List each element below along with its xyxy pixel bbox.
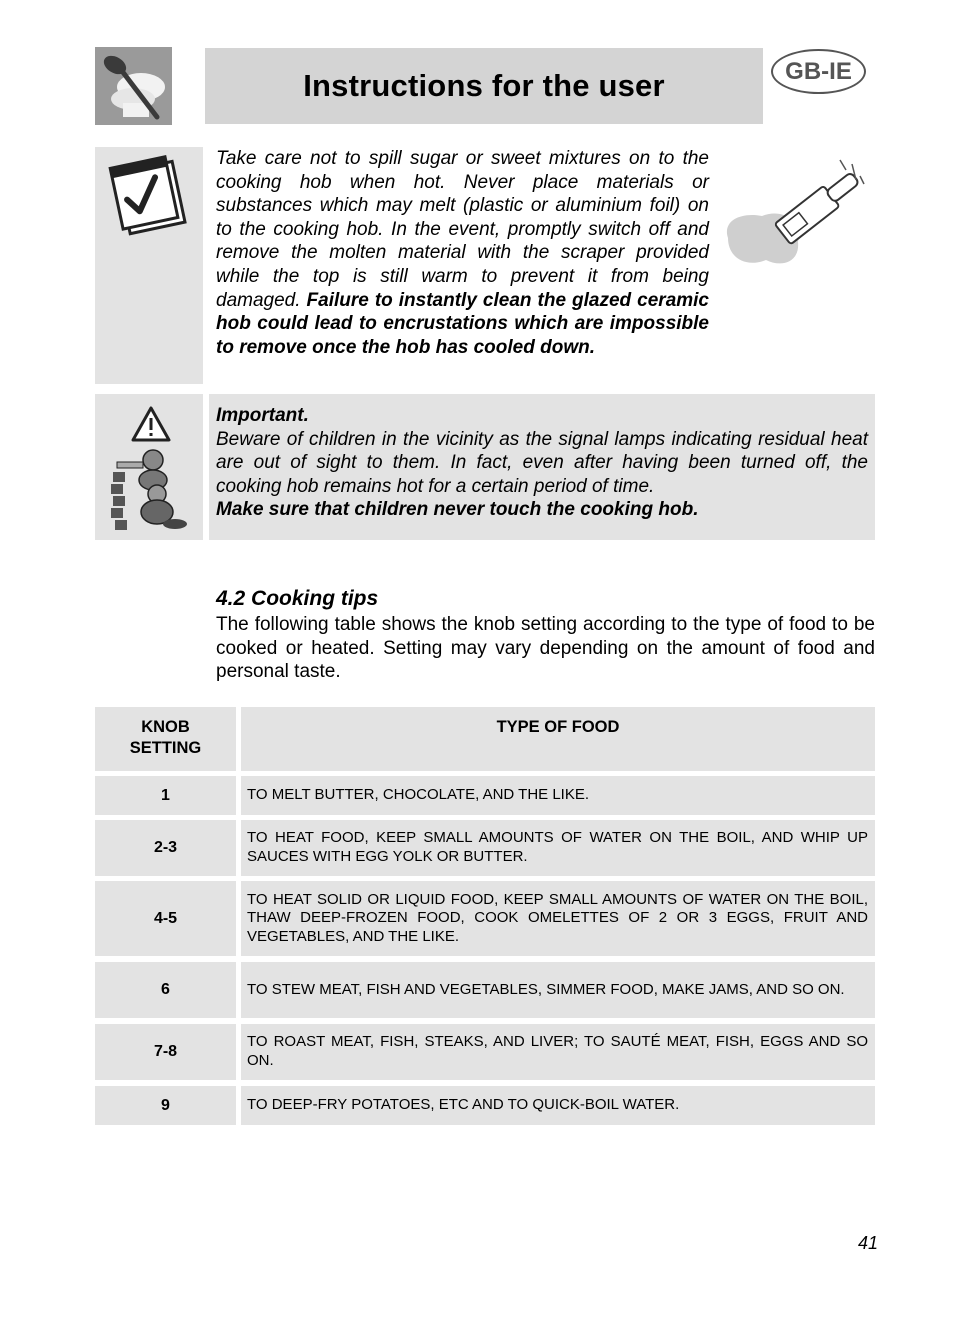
- notice2-bold: Make sure that children never touch the cooking hob.: [216, 499, 699, 521]
- food-text: TO MELT BUTTER, CHOCOLATE, AND THE LIKE.: [247, 786, 590, 804]
- section-intro: The following table shows the knob setting according to the type of food to be cooked or heated. Setting may vary depending on the amount of food and personal taste.: [216, 614, 875, 683]
- section-heading: 4.2 Cooking tips: [216, 587, 379, 610]
- header-title-bar: [205, 48, 763, 124]
- food-text: TO HEAT FOOD, KEEP SMALL AMOUNTS OF WATER ON THE BOIL, AND WHIP UP SAUCES WITH EGG YOLK OR BUTTER.: [247, 829, 868, 865]
- notepad-checkmark-icon: [95, 147, 203, 247]
- brand-logo: [95, 47, 172, 125]
- table-row-knob: 1: [95, 776, 236, 815]
- table-row-food: [241, 820, 875, 876]
- notice2-body: Beware of children in the vicinity as the signal lamps indicating residual heat are out of sight to them. In fact, even after having been turned off, the cooking hob remains hot for a certain period of time.: [216, 428, 868, 497]
- table-header-food: TYPE OF FOOD: [241, 707, 875, 771]
- header-knob-label: KNOB SETTING: [129, 718, 202, 757]
- table-row-food: [241, 881, 875, 956]
- food-text: TO ROAST MEAT, FISH, STEAKS, AND LIVER; TO SAUTÉ MEAT, FISH, EGGS AND SO ON.: [247, 1033, 868, 1069]
- region-badge: GB-IE: [771, 49, 866, 94]
- notice1-icon-cell: [95, 147, 203, 384]
- notice2-heading: Important.: [216, 405, 309, 426]
- table-row-food: [241, 1086, 875, 1125]
- warning-children-icon: [95, 394, 203, 540]
- table-row-knob: 2-3: [95, 820, 236, 876]
- page-number: 41: [858, 1233, 879, 1253]
- table-row-knob: 7-8: [95, 1024, 236, 1080]
- spoon-chef-hat-icon: [95, 47, 172, 125]
- notice1-text: [216, 147, 709, 359]
- scraper-illustration: [722, 150, 868, 275]
- notice2-text: [216, 404, 868, 522]
- table-row-food: [241, 962, 875, 1018]
- notice1-bold: Failure to instantly clean the glazed ceramic hob could lead to encrustations which are impossible to remove once the hob has cooled down.: [216, 289, 709, 358]
- table-header-knob: [95, 707, 236, 771]
- food-text: TO DEEP-FRY POTATOES, ETC AND TO QUICK-BOIL WATER.: [247, 1096, 680, 1114]
- page-title: Instructions for the user: [303, 68, 665, 103]
- table-row-food: [241, 1024, 875, 1080]
- notice1-body: Take care not to spill sugar or sweet mixtures on to the cooking hob when hot. Never place materials or substances which may melt (plastic or aluminium foil) on to the cooking hob. In the event, promptly switch off and remove the molten material with the scraper provided while the top is still warm to prevent it from being damaged.: [216, 148, 709, 311]
- table-row-knob: 4-5: [95, 881, 236, 956]
- food-text: TO STEW MEAT, FISH AND VEGETABLES, SIMMER FOOD, MAKE JAMS, AND SO ON.: [247, 980, 845, 998]
- food-text: TO HEAT SOLID OR LIQUID FOOD, KEEP SMALL AMOUNTS OF WATER ON THE BOIL, THAW DEEP-FROZEN FOOD, COOK OMELETTES OF 2 OR 3 EGGS, FRUIT AND VEGETABLES, AND THE LIKE.: [247, 890, 868, 945]
- scraper-on-hob-icon: [722, 150, 868, 275]
- table-row-knob: 9: [95, 1086, 236, 1125]
- notice2-icon-cell: [95, 394, 203, 540]
- table-row-food: [241, 776, 875, 815]
- table-row-knob: 6: [95, 962, 236, 1018]
